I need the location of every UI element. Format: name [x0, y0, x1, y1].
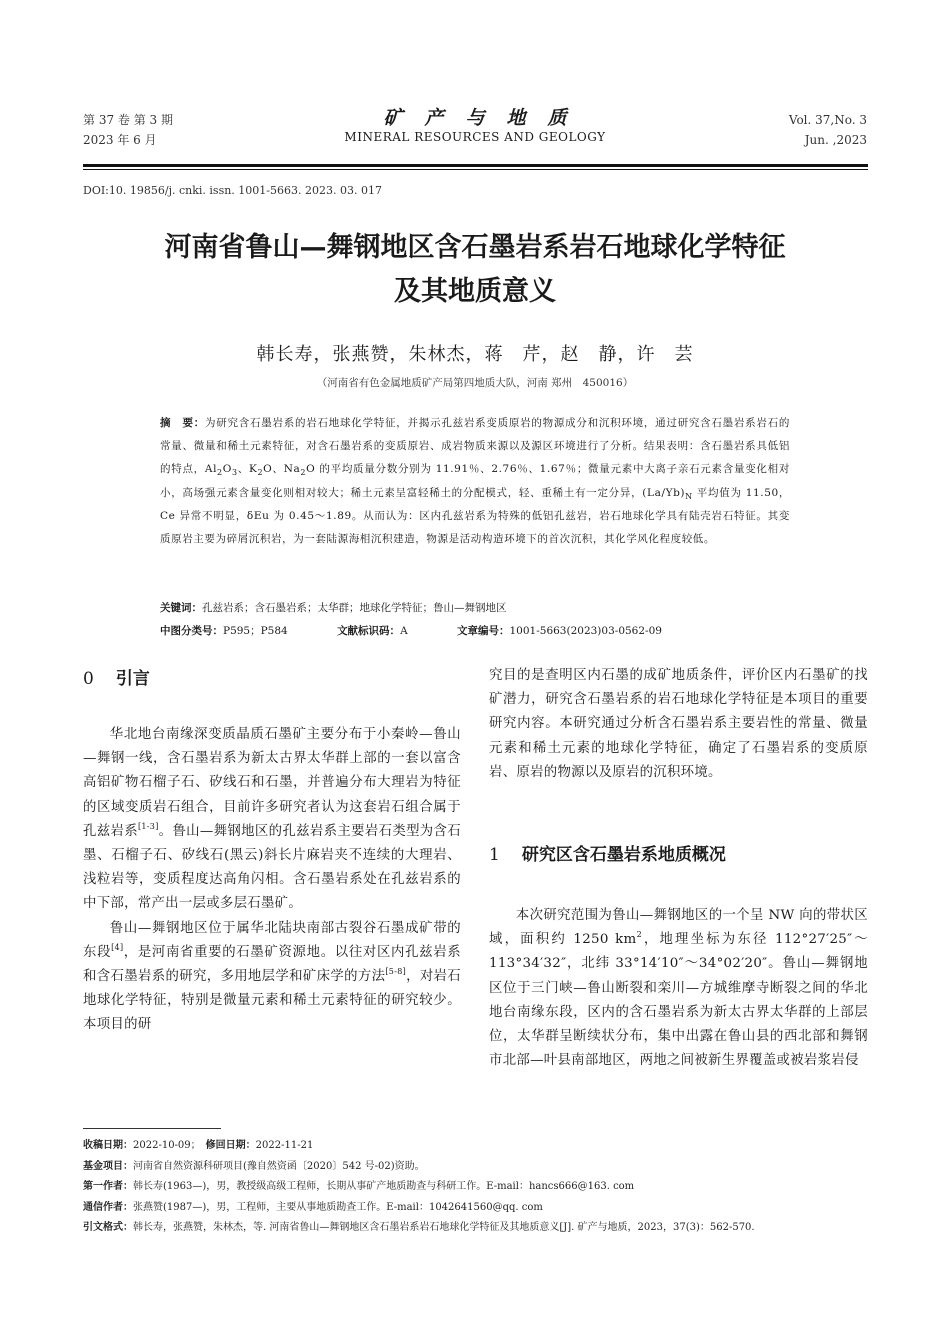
right-column-top — [489, 664, 868, 785]
footnote-dates — [83, 1136, 883, 1157]
citation-format-label: 引文格式： — [83, 1222, 133, 1233]
paragraph-text: ，是河南省重要的石墨矿资源地。以往对区内孔兹岩系和含石墨岩系的研究，多用地层学和矿床学的方法 — [83, 944, 461, 985]
abstract-text: 、K — [237, 463, 258, 476]
paragraph: 究目的是查明区内石墨的成矿地质条件，评价区内石墨矿的找矿潜力，研究含石墨岩系的岩石地球化学特征是本项目的重要研究内容。本研究通过分析含石墨岩系主要岩性的常量、微量元素和稀土元素的地球化学特征，确定了石墨岩系的变质原岩、原岩的物源以及原岩的沉积环境。 — [489, 668, 868, 780]
keywords-text: 孔兹岩系；含石墨岩系；太华群；地球化学特征；鲁山—舞钢地区 — [202, 602, 507, 614]
paragraph-text: 鲁山—舞钢地区位于属华北陆块南部古裂谷石墨成矿带的东段 — [83, 920, 461, 960]
paragraph — [489, 904, 868, 1073]
paragraph-text: 。鲁山—舞钢地区的孔兹岩系主要岩石类型为含石墨、石榴子石、矽线石(黑云)斜长片麻岩夹不连续的大理岩、浅粒岩等，变质程度达高角闪相。含石墨岩系处在孔兹岩系的中下部，常产出一层或多层石墨矿。 — [83, 823, 461, 912]
abstract-text: O、Na — [263, 463, 301, 476]
issue-date: 2023 年 6 月 — [83, 133, 157, 147]
article-title-line1: 河南省鲁山—舞钢地区含石墨岩系岩石地球化学特征 — [164, 232, 786, 263]
corresponding-text: 张燕赞(1987—)，男，工程师，主要从事地质勘查工作。E-mail：1042641560@qq. com — [133, 1201, 543, 1213]
paragraph-text: ，地理坐标为东径 112°27′25″～113°34′32″，北纬 33°14′10″～34°02′20″。鲁山—舞钢地区位于三门峡—鲁山断裂和栾川—方城维摩寺断裂之间的华北地台南缘东段，区内的含石墨岩系为新太古界太华群的上部层位，太华群呈断续状分布，集中出露在鲁山县的西北部和舞钢市北部—叶县南部地区，两地之间被新生界覆盖或被岩浆岩侵 — [489, 932, 868, 1069]
subscript: 2 — [300, 468, 307, 478]
paragraph — [83, 917, 461, 1038]
section-title: 引言 — [115, 669, 150, 689]
abstract — [160, 412, 790, 551]
paragraph-text: 本次研究范围为鲁山—舞钢地区的一个呈 NW 向的带状区域，面积约 1250 km — [489, 908, 868, 948]
corresponding-label: 通信作者： — [83, 1201, 133, 1213]
abstract-label: 摘 要： — [160, 417, 206, 429]
document-code-label: 文献标识码： — [337, 625, 401, 637]
keywords-label: 关键词： — [160, 602, 202, 614]
volume-issue: 第 37 卷 第 3 期 — [83, 113, 173, 127]
section-0-heading — [83, 667, 150, 691]
journal-name-cn: 矿产与地质 — [383, 107, 589, 129]
article-title-line2: 及其地质意义 — [394, 276, 556, 307]
document-code — [337, 625, 408, 637]
keywords — [160, 598, 790, 618]
article-title — [60, 226, 890, 314]
classification-row — [160, 621, 790, 641]
article-number-label: 文章编号： — [457, 625, 510, 637]
abstract-text: O 的平均质量分数分别为 11.91％、2.76％、1.67％；微量元素中大离子亲石元素含量变化相对小，高场强元素含量变化则相对较大；稀土元素呈富轻稀土的分配模式，轻、重稀土有一定分异，(La/Yb) — [160, 463, 790, 499]
issue-info-en — [789, 110, 867, 150]
citation: [4] — [111, 942, 124, 952]
footnote-corresponding — [83, 1198, 883, 1219]
header-rule-thin — [83, 169, 868, 170]
right-column-bottom — [489, 904, 868, 1073]
paragraph — [83, 723, 461, 917]
superscript: 2 — [636, 930, 642, 940]
subscript: N — [685, 491, 693, 501]
received-label: 收稿日期： — [83, 1140, 133, 1151]
abstract-text: O — [222, 463, 232, 476]
received-date: 2022-10-09； — [133, 1140, 196, 1151]
authors: 韩长寿，张燕赞，朱林杰，蒋 芹，赵 静，许 芸 — [256, 344, 694, 365]
section-number: 0 — [83, 669, 94, 689]
subscript: 2 — [217, 468, 223, 478]
article-number-value: 1001-5663(2023)03-0562-09 — [509, 625, 662, 637]
footnote-first-author — [83, 1177, 883, 1198]
issue-date-en: Jun. ,2023 — [804, 133, 867, 147]
header-rule-thick — [83, 164, 868, 167]
subscript: 2 — [257, 468, 264, 478]
doi: DOI:10. 19856/j. cnki. issn. 1001-5663. 2023. 03. 017 — [83, 184, 382, 197]
subscript: 3 — [231, 468, 238, 478]
section-1-heading — [489, 843, 726, 867]
journal-name-en: MINERAL RESOURCES AND GEOLOGY — [344, 130, 606, 144]
first-author-text: 韩长寿(1963—)，男，教授级高级工程师，长期从事矿产地质勘查与科研工作。E-mail：hancs666@163. com — [133, 1181, 635, 1192]
left-column — [83, 723, 461, 1038]
affiliation: （河南省有色金属地质矿产局第四地质大队，河南 郑州 450016） — [316, 377, 634, 389]
abstract-text: 平均值为 11.50，Ce 异常不明显，δEu 为 0.45～1.89。从而认为：区内孔兹岩系为特殊的低铝孔兹岩，岩石地球化学具有陆壳岩石特征。其变质原岩主要为碎屑沉积岩，为一套陆源海相沉积建造，物源是活动构造环境下的首次沉积，其化学风化程度较低。 — [160, 486, 791, 546]
fund-text: 河南省自然资源科研项目(豫自然资函〔2020〕542 号-02)资助。 — [133, 1160, 425, 1172]
first-author-label: 第一作者： — [83, 1181, 133, 1192]
clc-value: P595；P584 — [223, 625, 288, 637]
paragraph-text: ，对岩石地球化学特征，特别是微量元素和稀土元素特征的研究较少。本项目的研 — [83, 969, 461, 1033]
footnotes — [83, 1136, 883, 1239]
section-number: 1 — [489, 845, 500, 865]
paragraph-text: 华北地台南缘深变质晶质石墨矿主要分布于小秦岭—鲁山—舞钢一线，含石墨岩系为新太古界太华群上部的一套以富含高铝矿物石榴子石、矽线石和石墨，并普遍分布大理岩为特征的区域变质岩石组合，目前许多研究者认为这套岩石组合属于孔兹岩系 — [83, 727, 461, 839]
volume-issue-en: Vol. 37,No. 3 — [788, 113, 867, 127]
citation: [1-3] — [137, 821, 159, 831]
clc-number — [160, 625, 288, 637]
revised-date: 2022-11-21 — [255, 1140, 314, 1151]
footnote-fund — [83, 1157, 883, 1178]
footnote-rule — [83, 1128, 221, 1129]
footnote-citation — [83, 1218, 883, 1239]
clc-label: 中图分类号： — [160, 625, 223, 637]
revised-label: 修回日期： — [205, 1140, 256, 1151]
abstract-text: 为研究含石墨岩系的岩石地球化学特征，并揭示孔兹岩系变质原岩的物源成分和沉积环境，通过研究含石墨岩系岩石的常量、微量和稀土元素特征，对含石墨岩系的变质原岩、成岩物质来源以及源区环境进行了分析。结果表明：含石墨岩系具低铝的特点，Al — [160, 417, 790, 476]
document-code-value: A — [400, 625, 408, 637]
article-number — [457, 625, 662, 637]
citation: [5-8] — [385, 967, 407, 977]
section-title: 研究区含石墨岩系地质概况 — [521, 845, 726, 865]
citation-format-text: 韩长寿，张燕赞，朱林杰，等. 河南省鲁山—舞钢地区含石墨岩系岩石地球化学特征及其地质意义[J]. 矿产与地质，2023，37(3)：562-570. — [133, 1222, 755, 1233]
fund-label: 基金项目： — [83, 1160, 133, 1172]
